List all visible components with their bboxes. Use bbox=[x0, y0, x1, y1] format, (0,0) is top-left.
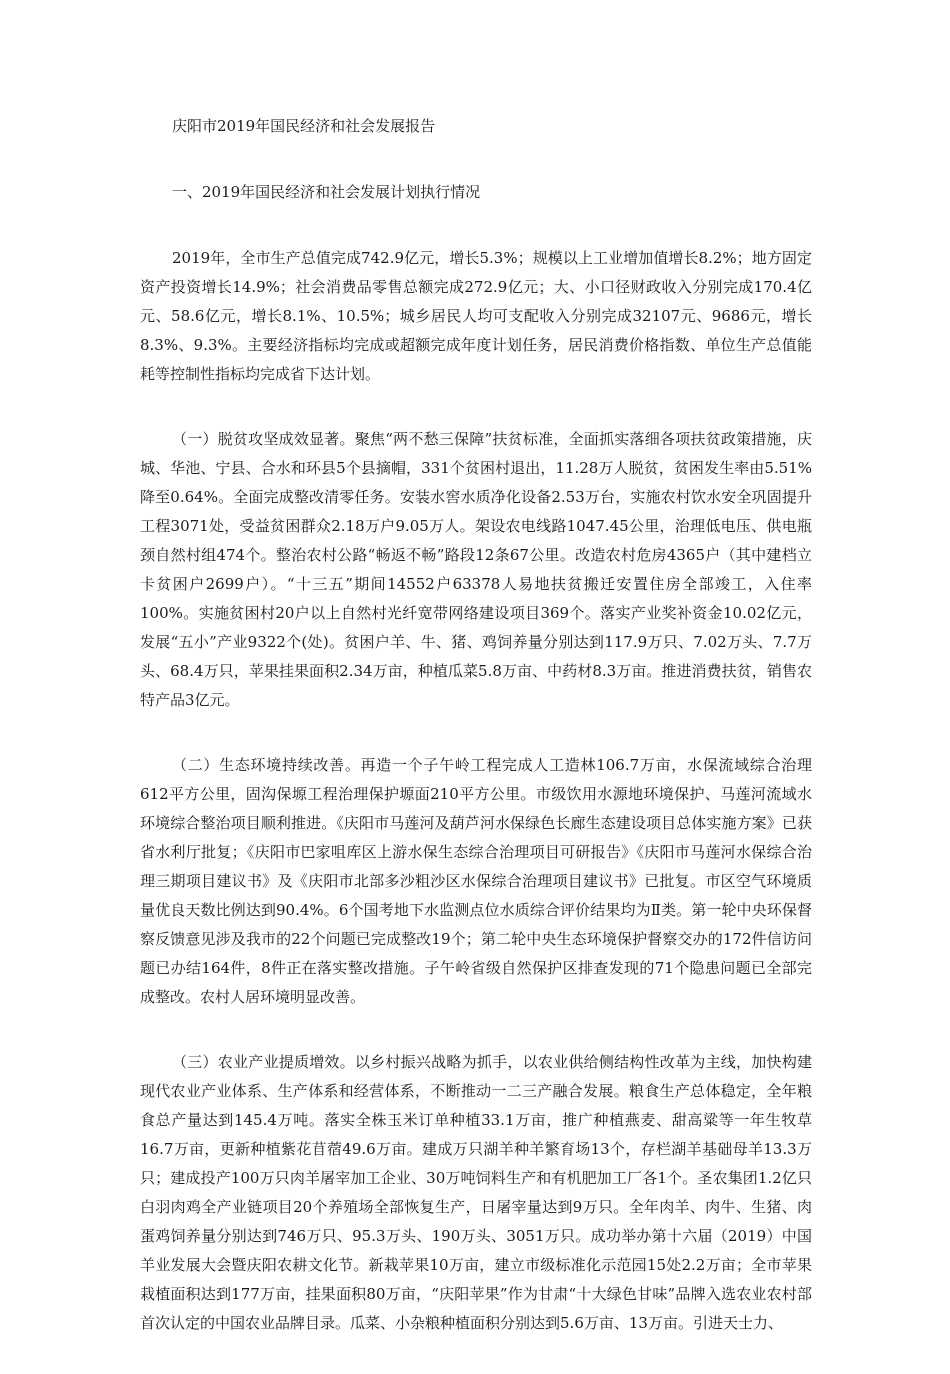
document-title: 庆阳市2019年国民经济和社会发展报告 bbox=[172, 117, 436, 135]
section-heading: 一、2019年国民经济和社会发展计划执行情况 bbox=[172, 183, 481, 201]
paragraph-poverty: （一）脱贫攻坚成效显著。聚焦“两不愁三保障”扶贫标准，全面抓实落细各项扶贫政策措施，庆城、华池、宁县、合水和环县5个县摘帽，331个贫困村退出，11.28万人脱贫，贫困发生率由5.51%降至0.64%。全面完成整改清零任务。安装水窖水质净化设备2.53万台，实施农村饮水安全巩固提升工程3071处，受益贫困群众2.18万户9.05万人。架设农电线路1047.45公里，治理低电压、供电瓶颈自然村组474个。整治农村公路“畅返不畅”路段12条67公里。改造农村危房4365户（其中建档立卡贫困户2699户）。“十三五”期间14552户63378人易地扶贫搬迁安置住房全部竣工，入住率100%。实施贫困村20户以上自然村光纤宽带网络建设项目369个。落实产业奖补资金10.02亿元，发展“五小”产业9322个(处)。贫困户羊、牛、猪、鸡饲养量分别达到117.9万只、7.02万头、7.7万头、68.4万只，苹果挂果面积2.34万亩，种植瓜菜5.8万亩、中药材8.3万亩。推进消费扶贫，销售农特产品3亿元。 bbox=[140, 430, 812, 709]
paragraph-overview: 2019年，全市生产总值完成742.9亿元，增长5.3%；规模以上工业增加值增长8.2%；地方固定资产投资增长14.9%；社会消费品零售总额完成272.9亿元；大、小口径财政收入分别完成170.4亿元、58.6亿元，增长8.1%、10.5%；城乡居民人均可支配收入分别完成32107元、9686元，增长8.3%、9.3%。主要经济指标均完成或超额完成年度计划任务，居民消费价格指数、单位生产总值能耗等控制性指标均完成省下达计划。 bbox=[140, 249, 812, 383]
paragraph-ecology: （二）生态环境持续改善。再造一个子午岭工程完成人工造林106.7万亩，水保流域综合治理612平方公里，固沟保塬工程治理保护塬面210平方公里。市级饮用水源地环境保护、马莲河流域水环境综合整治项目顺利推进。《庆阳市马莲河及葫芦河水保绿色长廊生态建设项目总体实施方案》已获省水利厅批复；《庆阳市巴家咀库区上游水保生态综合治理项目可研报告》《庆阳市马莲河水保综合治理三期项目建议书》及《庆阳市北部多沙粗沙区水保综合治理项目建议书》已批复。市区空气环境质量优良天数比例达到90.4%。6个国考地下水监测点位水质综合评价结果均为Ⅱ类。第一轮中央环保督察反馈意见涉及我市的22个问题已完成整改19个；第二轮中央生态环境保护督察交办的172件信访问题已办结164件，8件正在落实整改措施。子午岭省级自然保护区排查发现的71个隐患问题已全部完成整改。农村人居环境明显改善。 bbox=[140, 756, 812, 1006]
document-page bbox=[140, 112, 812, 1374]
paragraph-agriculture: （三）农业产业提质增效。以乡村振兴战略为抓手，以农业供给侧结构性改革为主线，加快构建现代农业产业体系、生产体系和经营体系，不断推动一二三产融合发展。粮食生产总体稳定，全年粮食总产量达到145.4万吨。落实全株玉米订单种植33.1万亩，推广种植燕麦、甜高粱等一年生牧草16.7万亩，更新种植紫花苜蓿49.6万亩。建成万只湖羊种羊繁育场13个，存栏湖羊基础母羊13.3万只；建成投产100万只肉羊屠宰加工企业、30万吨饲料生产和有机肥加工厂各1个。圣农集团1.2亿只白羽肉鸡全产业链项目20个养殖场全部恢复生产，日屠宰量达到9万只。全年肉羊、肉牛、生猪、肉蛋鸡饲养量分别达到746万只、95.3万头、190万头、3051万只。成功举办第十六届（2019）中国羊业发展大会暨庆阳农耕文化节。新栽苹果10万亩，建立市级标准化示范园15处2.2万亩；全市苹果栽植面积达到177万亩，挂果面积80万亩，“庆阳苹果”作为甘肃“十大绿色甘味”品牌入选农业农村部首次认定的中国农业品牌目录。瓜菜、小杂粮种植面积分别达到5.6万亩、13万亩。引进天士力、 bbox=[140, 1053, 812, 1332]
